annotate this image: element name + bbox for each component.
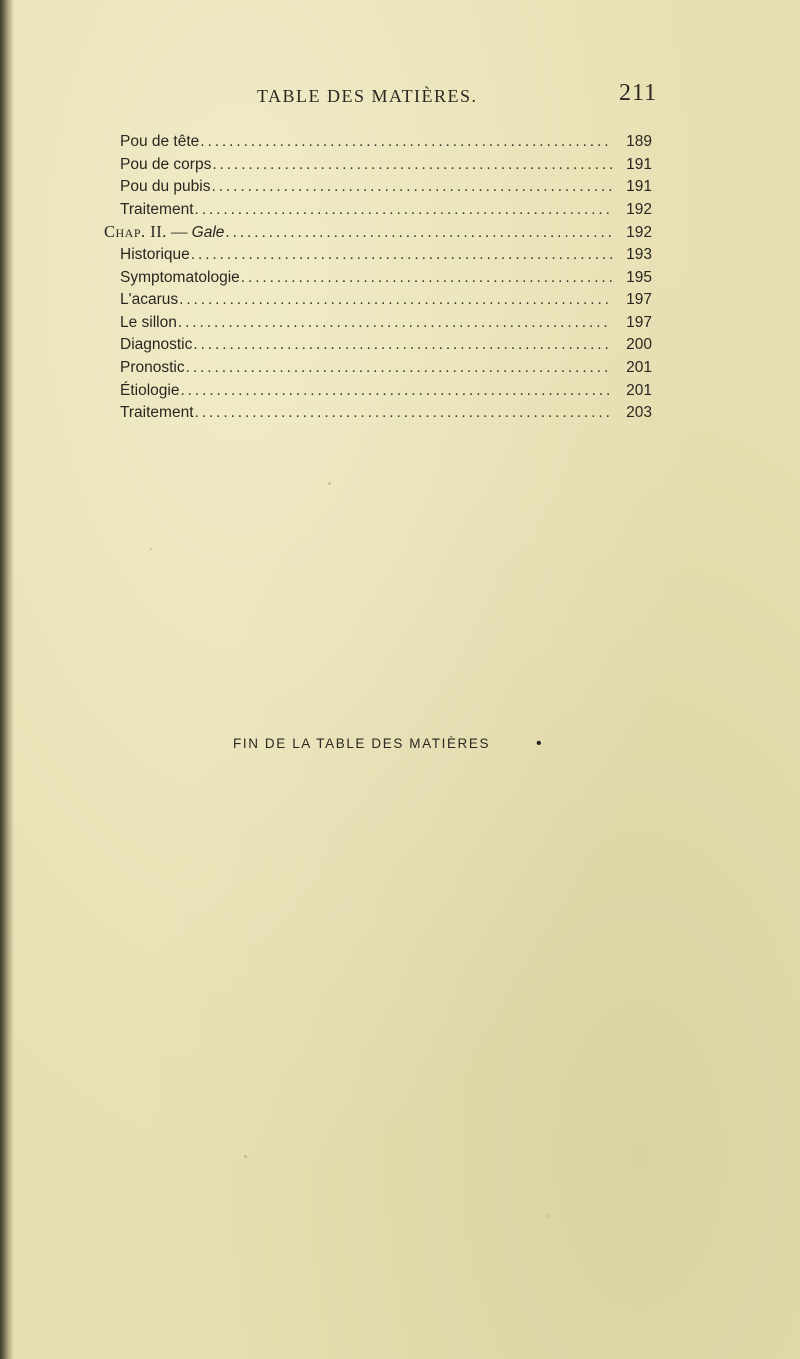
toc-entry-page: 201 <box>626 358 652 376</box>
toc-entry <box>104 312 652 335</box>
toc-entry-page: 197 <box>626 291 652 309</box>
paper-speck <box>546 1215 548 1217</box>
dot-leader <box>191 244 612 267</box>
toc-entry-page: 197 <box>626 313 652 331</box>
toc-entry-page: 195 <box>626 268 652 286</box>
toc-entry-title: Le sillon <box>120 313 177 331</box>
dot-leader <box>200 131 612 154</box>
toc-entry-title: Traitement <box>120 404 194 422</box>
toc-entry-title: Pou de tête <box>120 133 200 150</box>
toc-entry <box>104 334 652 357</box>
toc-entry <box>104 267 652 290</box>
toc-entry-title: Pou du pubis <box>120 178 211 196</box>
chapter-dash: — <box>166 222 192 242</box>
toc-entry-page: 192 <box>626 224 652 242</box>
dot-leader <box>212 154 612 177</box>
end-of-contents-note: FIN DE LA TABLE DES MATIÈRES <box>233 736 491 751</box>
paper-speck <box>244 1155 247 1158</box>
paper-speck <box>328 482 331 485</box>
dot-leader <box>241 267 612 290</box>
end-mark: • <box>536 735 542 752</box>
toc-entry-page: 203 <box>626 404 652 422</box>
toc-entry-title: Symptomatologie <box>120 268 240 286</box>
toc-entry-page: 191 <box>626 178 652 196</box>
toc-entry-page: 191 <box>626 155 652 173</box>
running-head: TABLE DES MATIÈRES. <box>257 86 478 106</box>
toc-entry-title: Pou de corps <box>120 155 212 173</box>
dot-leader <box>186 357 612 380</box>
toc-entry <box>104 176 652 199</box>
dot-leader <box>178 312 612 335</box>
toc-entry-title: Pronostic <box>120 358 185 376</box>
table-of-contents <box>104 131 652 425</box>
toc-entry-page: 201 <box>626 381 652 399</box>
toc-entry-page: 189 <box>626 133 652 150</box>
toc-entry <box>104 199 652 222</box>
toc-entry-page: 193 <box>626 245 652 263</box>
dot-leader <box>212 176 613 199</box>
dot-leader <box>179 289 612 312</box>
chapter-label: Chap. II. <box>104 222 167 242</box>
toc-entry-title: L'acarus <box>120 291 179 309</box>
page-number: 211 <box>619 80 658 106</box>
toc-chapter-entry <box>104 221 652 244</box>
toc-entry <box>104 289 652 312</box>
toc-entry <box>104 402 652 425</box>
toc-entry <box>104 131 652 154</box>
dot-leader <box>180 380 612 403</box>
toc-entry-title: Traitement <box>120 200 194 218</box>
toc-entry <box>104 154 652 177</box>
dot-leader <box>193 334 612 357</box>
chapter-title: Gale <box>191 224 225 242</box>
toc-entry <box>104 357 652 380</box>
toc-entry-title: Diagnostic <box>120 336 193 354</box>
dot-leader <box>195 199 612 222</box>
toc-entry-page: 200 <box>626 336 652 354</box>
toc-entry-title: Étiologie <box>120 381 180 399</box>
toc-chapter-heading <box>104 221 224 245</box>
toc-entry-page: 192 <box>626 200 652 218</box>
paper-speck <box>150 548 152 550</box>
toc-entry <box>104 380 652 403</box>
toc-entry-title: Historique <box>120 245 190 263</box>
dot-leader <box>225 222 612 245</box>
dot-leader <box>195 402 612 425</box>
toc-entry <box>104 244 652 267</box>
